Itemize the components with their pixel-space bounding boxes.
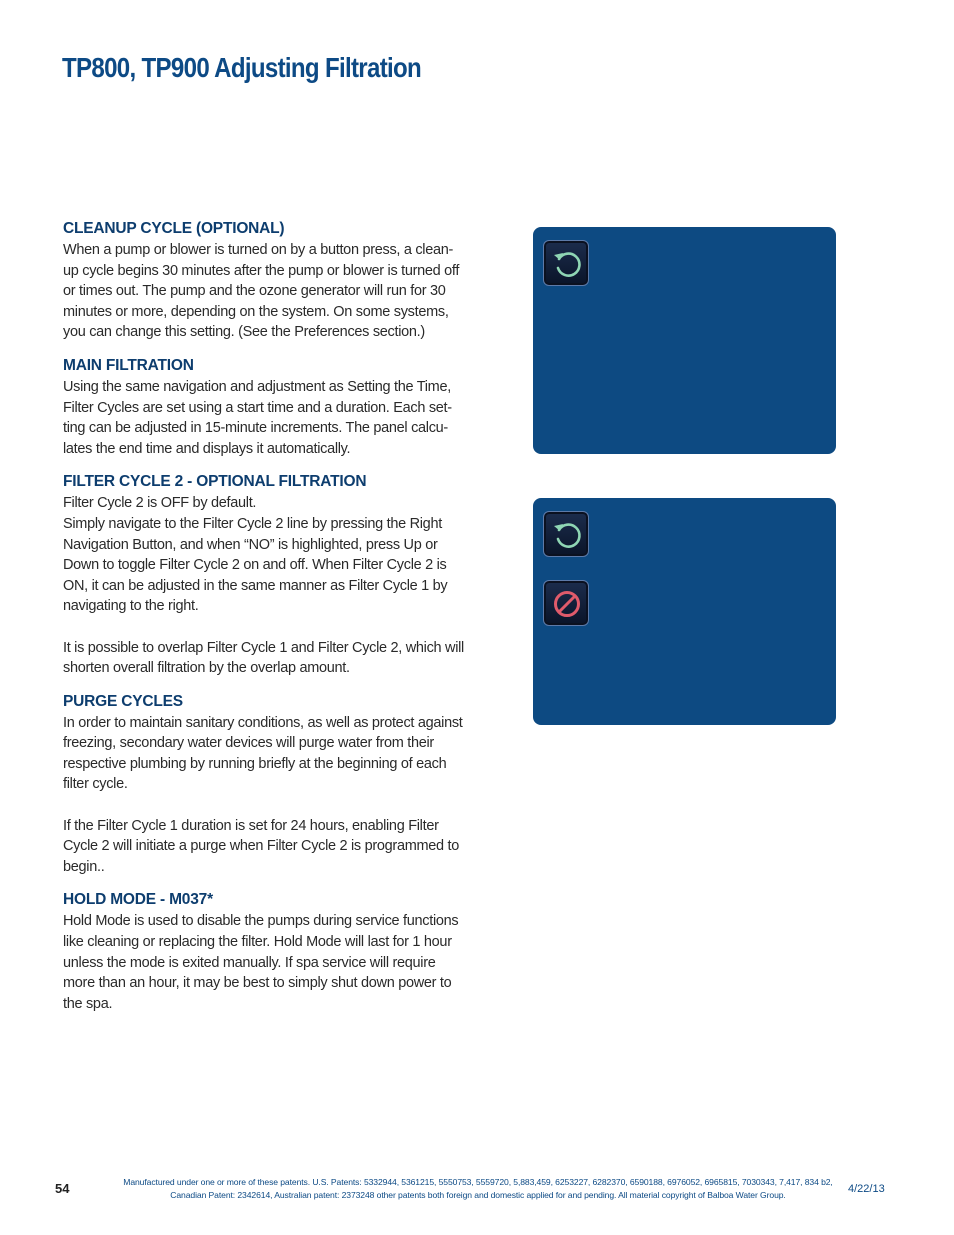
cancel-button[interactable] — [543, 580, 589, 626]
back-arrow-icon — [550, 247, 584, 281]
section-main-filtration — [63, 357, 468, 459]
section-paragraph: It is possible to overlap Filter Cycle 1 and Filter Cycle 2, which will shorten overall filtration by the overlap amount. — [63, 639, 464, 677]
section-heading: CLEANUP CYCLE (OPTIONAL) — [63, 220, 285, 237]
section-heading: FILTER CYCLE 2 - OPTIONAL FILTRATION — [63, 473, 367, 491]
section-cleanup-cycle — [63, 220, 468, 343]
section-heading: MAIN FILTRATION — [63, 356, 194, 374]
section-filter-cycle-2 — [63, 473, 468, 678]
patent-line-2: Canadian Patent: 2342614, Australian patent: 2373248 other patents both foreign and domestic applied for and pending. All material copyright of Balboa Water Group. — [170, 1189, 786, 1200]
section-paragraph: Filter Cycle 2 is OFF by default. — [63, 495, 257, 512]
back-button[interactable] — [543, 511, 589, 557]
paragraph-gap — [63, 795, 468, 816]
section-paragraph: In order to maintain sanitary conditions, as well as protect against freezing, secondary water devices will purge water from their respective plumbing by running briefly at the beginning of each filter cycle. — [63, 714, 463, 793]
patent-notice — [110, 1176, 846, 1201]
content-column — [63, 220, 468, 1028]
patent-line-1: Manufactured under one or more of these patents. U.S. Patents: 5332944, 5361215, 5550753, 5559720, 5,883,459, 6253227, 6282370, 6590188, 6976052, 6965815, 7030343, 7,417, 834 b2, — [123, 1177, 833, 1187]
section-paragraph: Simply navigate to the Filter Cycle 2 line by pressing the Right Navigation Button, and when “NO” is highlighted, press Up or Down to toggle Filter Cycle 2 on and off. When Filter Cycle 2 is ON, it can be adjusted in the same manner as Filter Cycle 1 by navigating to the right. — [63, 515, 448, 615]
section-hold-mode — [63, 891, 468, 1014]
screen-panel-filter-cycle-2 — [533, 498, 836, 725]
section-heading: HOLD MODE - M037* — [63, 891, 213, 909]
footer-date: 4/22/13 — [848, 1183, 885, 1195]
cancel-icon — [550, 587, 584, 621]
section-paragraph: If the Filter Cycle 1 duration is set for 24 hours, enabling Filter Cycle 2 will initiate a purge when Filter Cycle 2 is programmed to begin.. — [63, 817, 460, 875]
section-paragraph: Using the same navigation and adjustment as Setting the Time, Filter Cycles are set using a start time and a duration. Each set-ting can be adjusted in 15-minute increments. The panel calcu-lates the end time and displays it automatically. — [63, 378, 452, 457]
paragraph-gap — [63, 617, 468, 638]
page-number: 54 — [55, 1181, 70, 1196]
section-paragraph: Hold Mode is used to disable the pumps during service functions like cleaning or replacing the filter. Hold Mode will last for 1 hour unless the mode is exited manually. If spa service will require more than an hour, it may be best to simply shut down power to the spa. — [63, 913, 459, 1012]
screen-panel-main-filtration — [533, 227, 836, 454]
section-purge-cycles — [63, 693, 468, 878]
section-paragraph: When a pump or blower is turned on by a button press, a clean-up cycle begins 30 minutes after the pump or blower is turned off or times out. The pump and the ozone generator will run for 30 minutes or more, depending on the system. On some systems, you can change this setting. (See the Preferences section.) — [63, 242, 460, 341]
section-heading: PURGE CYCLES — [63, 692, 183, 710]
back-arrow-icon — [550, 518, 584, 552]
back-button[interactable] — [543, 240, 589, 286]
page-title: TP800, TP900 Adjusting Filtration — [62, 52, 422, 83]
